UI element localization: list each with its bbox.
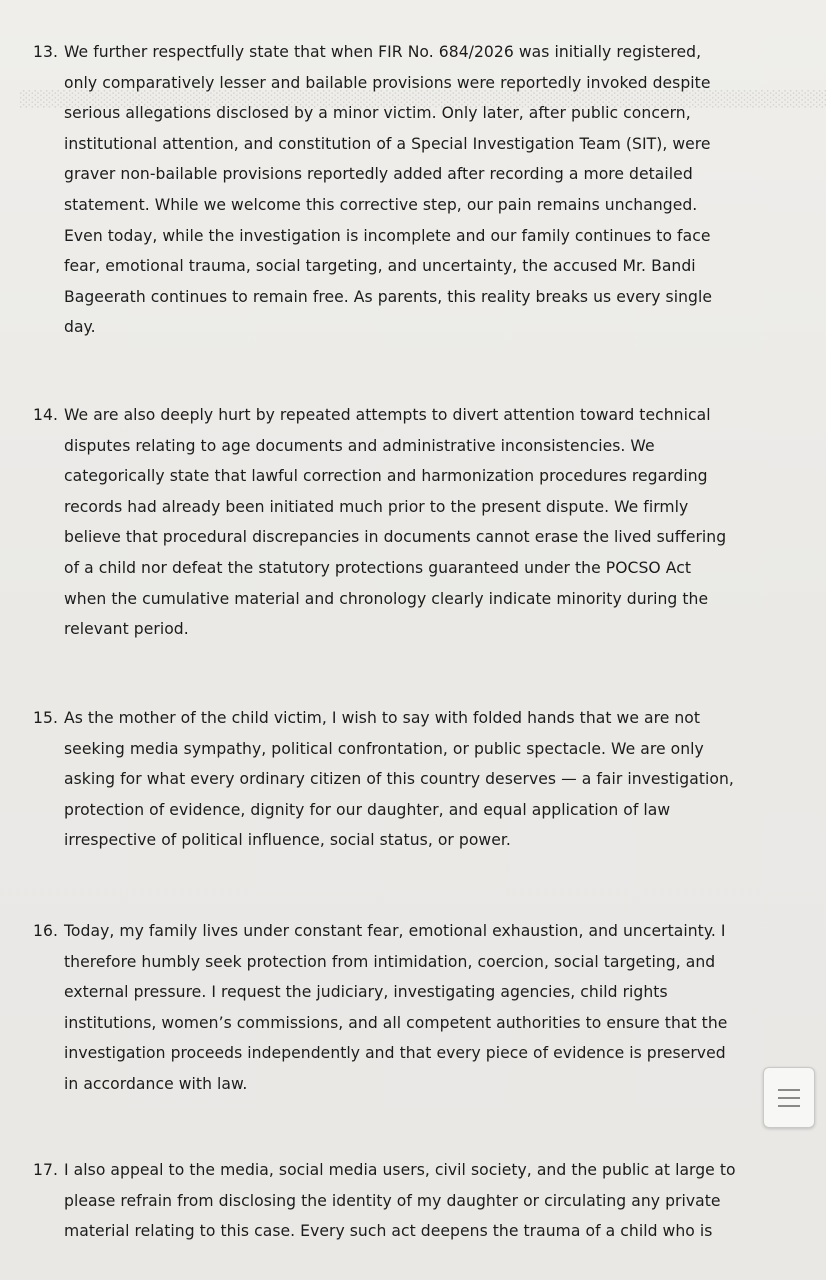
paragraph-line: please refrain from disclosing the identity of my daughter or circulating any private xyxy=(64,1191,721,1210)
paragraph-line: in accordance with law. xyxy=(64,1074,248,1093)
paragraph-number: 14. xyxy=(33,406,58,424)
paragraph-line: of a child nor defeat the statutory protections guaranteed under the POCSO Act xyxy=(64,558,691,577)
paragraph-number: 17. xyxy=(33,1161,58,1179)
paragraph-line: believe that procedural discrepancies in documents cannot erase the lived suffering xyxy=(64,528,727,547)
paragraph-line: Today, my family lives under constant fear, emotional exhaustion, and uncertainty. I xyxy=(64,922,726,940)
paragraph-17 xyxy=(33,1155,803,1247)
paragraph-line: asking for what every ordinary citizen of this country deserves — a fair investigation, xyxy=(64,770,734,789)
paragraph-line: As the mother of the child victim, I wish to say with folded hands that we are not xyxy=(64,709,701,727)
paragraph-line: statement. While we welcome this corrective step, our pain remains unchanged. xyxy=(64,195,698,214)
paragraph-line: We are also deeply hurt by repeated attempts to divert attention toward technical xyxy=(64,406,711,424)
paragraph-line: institutions, women’s commissions, and all competent authorities to ensure that the xyxy=(64,1013,728,1032)
paragraph-line: therefore humbly seek protection from intimidation, coercion, social targeting, and xyxy=(64,952,716,971)
paragraph-line: fear, emotional trauma, social targeting, and uncertainty, the accused Mr. Bandi xyxy=(64,257,696,276)
paragraph-line: Bageerath continues to remain free. As parents, this reality breaks us every single xyxy=(64,287,713,306)
paragraph-line: Even today, while the investigation is incomplete and our family continues to face xyxy=(64,226,711,245)
paragraph-line: records had already been initiated much prior to the present dispute. We firmly xyxy=(64,497,689,516)
paragraph-line: irrespective of political influence, social status, or power. xyxy=(64,831,511,850)
paragraph-number: 15. xyxy=(33,709,58,727)
menu-button[interactable] xyxy=(763,1067,815,1128)
paragraph-line: disputes relating to age documents and administrative inconsistencies. We xyxy=(64,436,655,455)
paragraph-line: categorically state that lawful correction and harmonization procedures regarding xyxy=(64,467,708,486)
bleed-through-texture: ░░░░░░░░░░░░░░░░░░░░░░░░░░░░░░░░░░░░░░░░░░░░░░░░░░░░░░░░░░░░░░░░░░░░░░ xyxy=(18,90,826,108)
paragraph-line: seeking media sympathy, political confrontation, or public spectacle. We are only xyxy=(64,739,704,758)
paragraph-line: protection of evidence, dignity for our daughter, and equal application of law xyxy=(64,800,671,819)
paragraph-16 xyxy=(33,916,803,1100)
paragraph-line: material relating to this case. Every such act deepens the trauma of a child who is xyxy=(64,1222,713,1241)
paragraph-line: day. xyxy=(64,318,96,337)
paragraph-line: I also appeal to the media, social media users, civil society, and the public at large to xyxy=(64,1161,736,1179)
paragraph-number: 13. xyxy=(33,43,58,61)
paragraph-line: We further respectfully state that when FIR No. 684/2026 was initially registered, xyxy=(64,43,702,61)
paragraph-15 xyxy=(33,703,803,856)
paragraph-number: 16. xyxy=(33,922,58,940)
paragraph-13 xyxy=(33,37,803,343)
paragraph-line: when the cumulative material and chronology clearly indicate minority during the xyxy=(64,589,709,608)
paragraph-line: serious allegations disclosed by a minor victim. Only later, after public concern, xyxy=(64,104,691,123)
paragraph-line: graver non-bailable provisions reportedly added after recording a more detailed xyxy=(64,165,693,184)
paragraph-14 xyxy=(33,400,803,645)
paragraph-line: only comparatively lesser and bailable provisions were reportedly invoked despite xyxy=(64,73,711,92)
paragraph-line: institutional attention, and constitution of a Special Investigation Team (SIT), were xyxy=(64,134,711,153)
paragraph-line: investigation proceeds independently and that every piece of evidence is preserved xyxy=(64,1044,726,1063)
paragraph-line: external pressure. I request the judiciary, investigating agencies, child rights xyxy=(64,983,668,1002)
paragraph-line: relevant period. xyxy=(64,620,189,639)
